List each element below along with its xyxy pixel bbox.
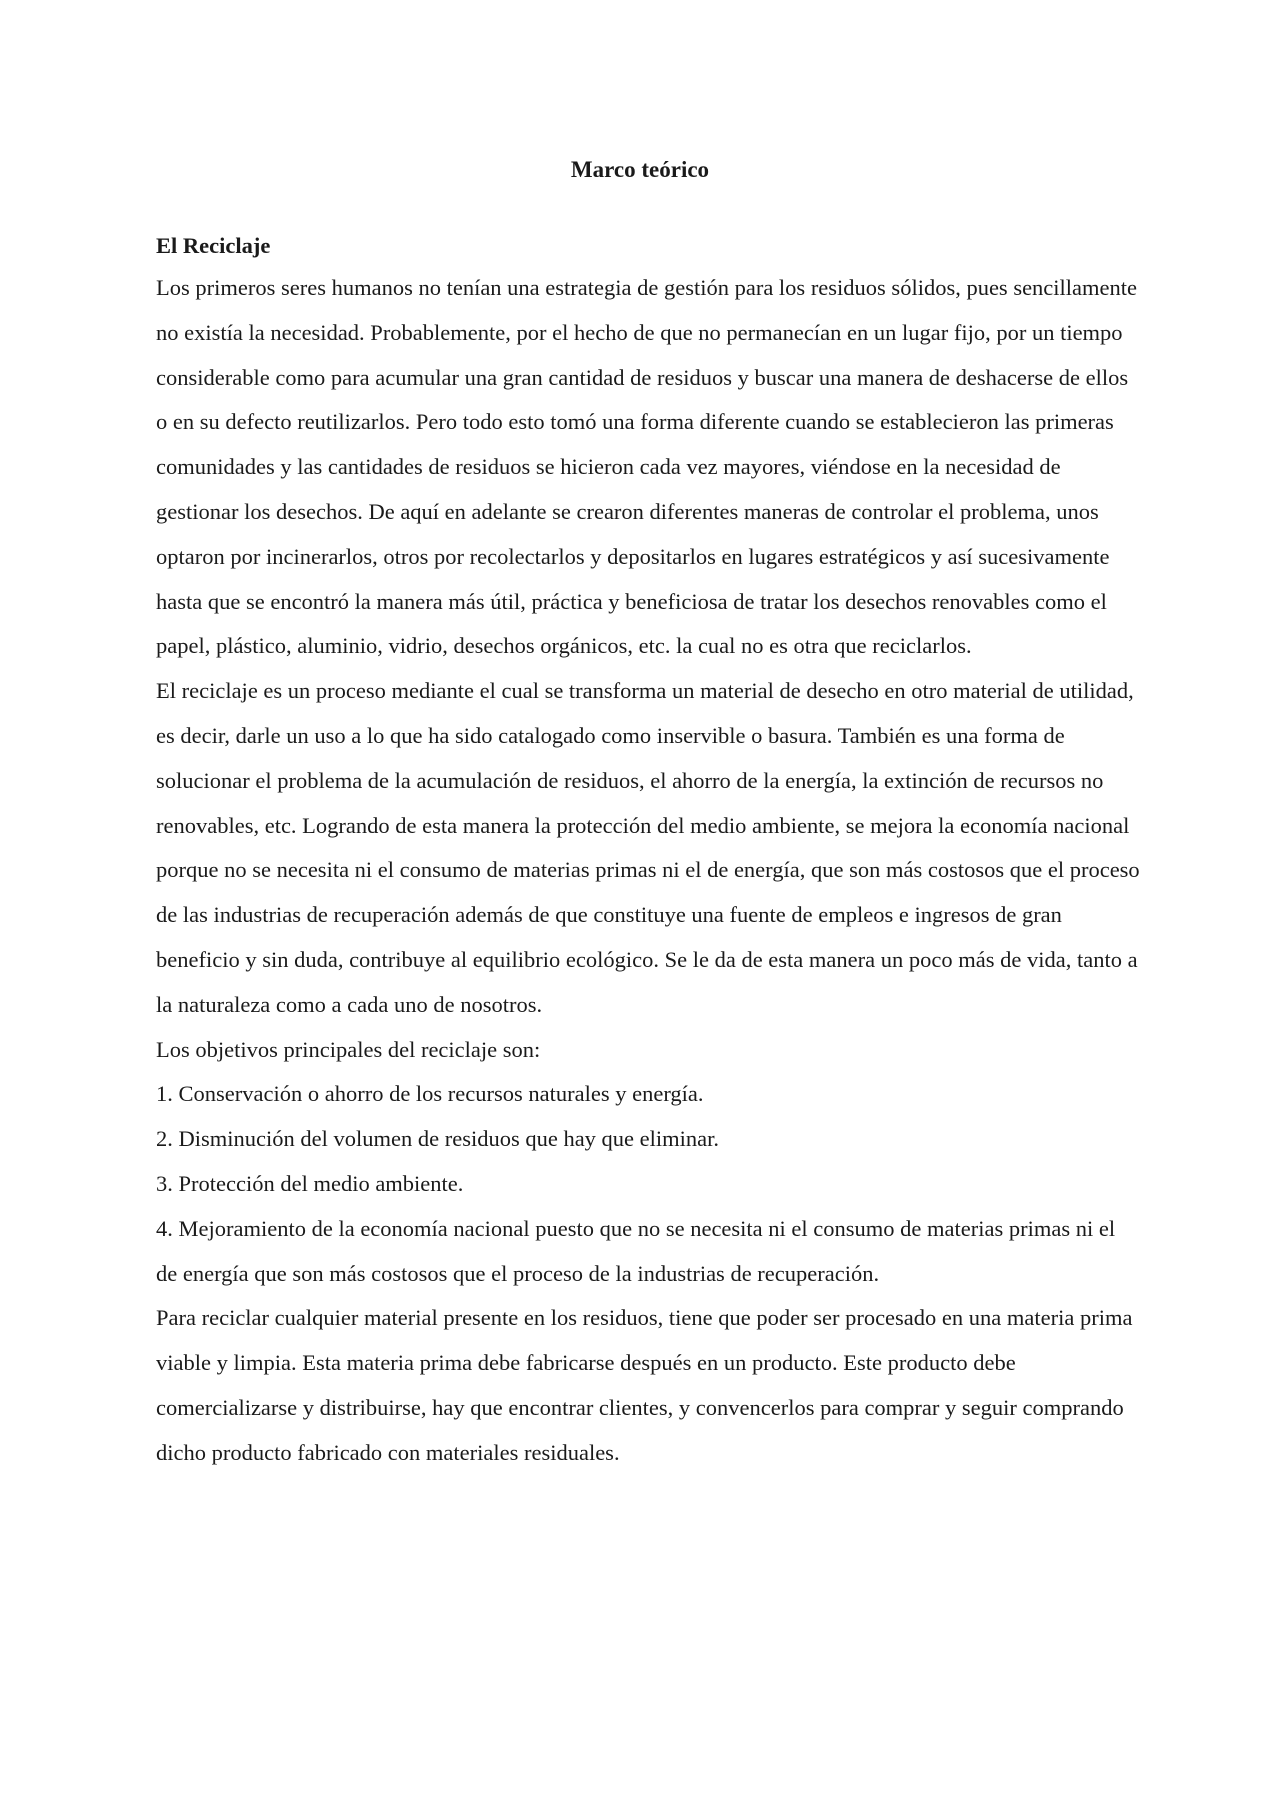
paragraph-process: Para reciclar cualquier material presente en los residuos, tiene que poder ser procesado en una materia prima viable y limpia. Esta materia prima debe fabricarse después en un producto. Este producto debe comercializarse y distribuirse, hay que encontrar clientes, y convencerlos para comprar y seguir comprando dicho producto fabricado con materiales residuales. xyxy=(156,1305,1133,1465)
objective-item-4: 4. Mejoramiento de la economía nacional puesto que no se necesita ni el consumo de materias primas ni el de energía que son más costosos que el proceso de la industrias de recuperación. xyxy=(156,1215,1116,1286)
document-body xyxy=(156,230,1141,1476)
paragraph-definition: El reciclaje es un proceso mediante el cual se transforma un material de desecho en otro material de utilidad, es decir, darle un uso a lo que ha sido catalogado como inservible o basura. También es una forma de solucionar el problema de la acumulación de residuos, el ahorro de la energía, la extinción de recursos no renovables, etc. Logrando de esta manera la protección del medio ambiente, se mejora la economía nacional porque no se necesita ni el consumo de materias primas ni el de energía, que son más costosos que el proceso de las industrias de recuperación además de que constituye una fuente de empleos e ingresos de gran beneficio y sin duda, contribuye al equilibrio ecológico. Se le da de esta manera un poco más de vida, tanto a la naturaleza como a cada uno de nosotros. xyxy=(156,678,1140,1017)
paragraph-history: Los primeros seres humanos no tenían una estrategia de gestión para los residuos sólidos, pues sencillamente no existía la necesidad. Probablemente, por el hecho de que no permanecían en un lugar fijo, por un tiempo considerable como para acumular una gran cantidad de residuos y buscar una manera de deshacerse de ellos o en su defecto reutilizarlos. Pero todo esto tomó una forma diferente cuando se establecieron las primeras comunidades y las cantidades de residuos se hicieron cada vez mayores, viéndose en la necesidad de gestionar los desechos. De aquí en adelante se crearon diferentes maneras de controlar el problema, unos optaron por incinerarlos, otros por recolectarlos y depositarlos en lugares estratégicos y así sucesivamente hasta que se encontró la manera más útil, práctica y beneficiosa de tratar los desechos renovables como el papel, plástico, aluminio, vidrio, desechos orgánicos, etc. la cual no es otra que reciclarlos. xyxy=(156,275,1138,659)
section-heading: El Reciclaje xyxy=(156,233,271,258)
objective-item-1: 1. Conservación o ahorro de los recursos naturales y energía. xyxy=(156,1081,704,1107)
objectives-intro: Los objetivos principales del reciclaje son: xyxy=(156,1036,541,1062)
objective-item-3: 3. Protección del medio ambiente. xyxy=(156,1170,464,1196)
objective-item-2: 2. Disminución del volumen de residuos que hay que eliminar. xyxy=(156,1126,720,1152)
page-title: Marco teórico xyxy=(570,157,710,182)
